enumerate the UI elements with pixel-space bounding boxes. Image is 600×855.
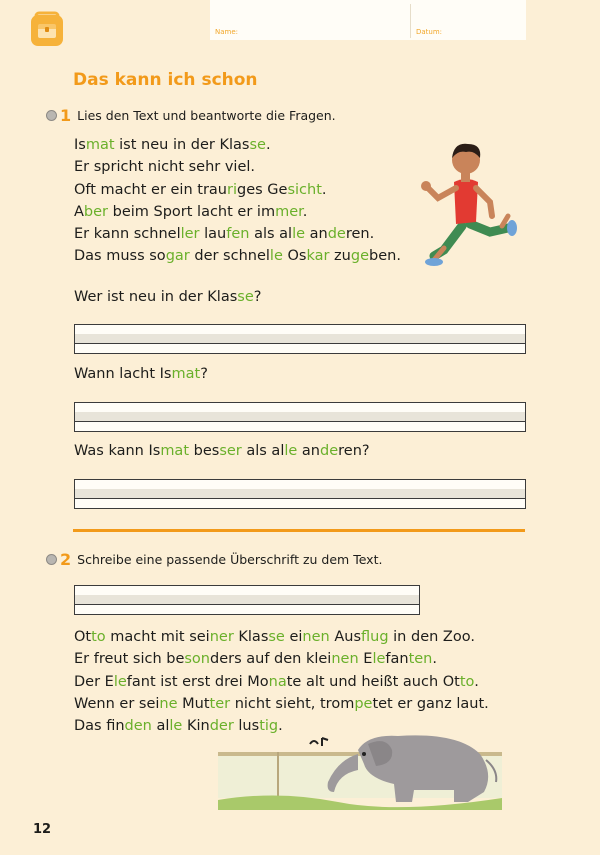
syllable-highlight: to bbox=[91, 629, 106, 645]
text-segment: nicht sieht, trom bbox=[230, 695, 355, 712]
syllable-highlight: na bbox=[268, 673, 287, 690]
task-1-reading-text bbox=[74, 134, 401, 268]
question-2 bbox=[74, 366, 208, 382]
text-segment: macht mit sei bbox=[105, 629, 210, 645]
text-segment: als al bbox=[249, 226, 293, 243]
text-segment: te alt und heißt auch Ot bbox=[286, 673, 460, 690]
running-boy-illustration bbox=[416, 138, 520, 270]
syllable-highlight: le bbox=[292, 226, 306, 243]
text-segment: fan bbox=[385, 651, 409, 668]
text-segment: ? bbox=[253, 289, 262, 305]
text-segment: Aus bbox=[329, 629, 362, 645]
text-segment: . bbox=[474, 673, 479, 690]
text-segment: Wann lacht Is bbox=[74, 366, 172, 382]
text-segment: der schnel bbox=[189, 248, 270, 265]
text-segment: Os bbox=[282, 248, 307, 265]
syllable-highlight: to bbox=[459, 673, 475, 690]
text-segment: . bbox=[265, 137, 271, 153]
syllable-highlight: se bbox=[237, 289, 254, 305]
text-line bbox=[74, 245, 401, 267]
syllable-highlight: pe bbox=[354, 695, 373, 712]
text-segment: . bbox=[278, 718, 283, 735]
baby-elephant-illustration bbox=[218, 730, 502, 810]
section-divider bbox=[73, 529, 525, 532]
text-segment: ei bbox=[284, 629, 303, 645]
text-segment: Mut bbox=[177, 695, 210, 712]
text-segment: E bbox=[358, 651, 373, 668]
text-segment: Das fin bbox=[74, 718, 125, 735]
syllable-highlight: ne bbox=[159, 695, 178, 712]
text-segment: lau bbox=[199, 226, 227, 243]
question-1 bbox=[74, 289, 261, 305]
text-segment: Klas bbox=[233, 629, 269, 645]
text-segment: bes bbox=[189, 443, 220, 459]
text-segment: Er spricht nicht sehr viel. bbox=[74, 159, 256, 176]
text-segment: Oft macht er ein trau bbox=[74, 181, 227, 198]
syllable-highlight: kar bbox=[306, 248, 330, 265]
text-segment: in den Zoo. bbox=[388, 629, 475, 645]
syllable-highlight: der bbox=[209, 718, 234, 735]
text-segment: Kin bbox=[182, 718, 210, 735]
syllable-highlight: ter bbox=[209, 695, 231, 712]
syllable-highlight: le bbox=[269, 248, 283, 265]
text-segment: ges Ge bbox=[237, 181, 288, 198]
text-line bbox=[74, 223, 401, 245]
task-1-number: 1 bbox=[60, 106, 72, 125]
syllable-highlight: ber bbox=[83, 203, 109, 220]
syllable-highlight: se bbox=[268, 629, 285, 645]
syllable-highlight: ge bbox=[350, 248, 369, 265]
text-line bbox=[74, 626, 489, 648]
text-line bbox=[74, 693, 489, 715]
syllable-highlight: le bbox=[113, 673, 127, 690]
question-3 bbox=[74, 443, 370, 459]
text-segment: ? bbox=[200, 366, 208, 382]
heading-answer-line[interactable] bbox=[74, 585, 420, 615]
name-date-header bbox=[210, 0, 526, 40]
text-segment: Wenn er sei bbox=[74, 695, 160, 712]
text-line bbox=[74, 156, 401, 178]
date-field-label: Datum: bbox=[416, 28, 443, 36]
text-segment: lus bbox=[233, 718, 260, 735]
text-segment: al bbox=[151, 718, 170, 735]
task-bullet-icon bbox=[46, 554, 57, 565]
task-2-number: 2 bbox=[60, 550, 72, 569]
text-segment: Er freut sich be bbox=[74, 651, 185, 668]
syllable-highlight: le bbox=[169, 718, 183, 735]
text-segment: . bbox=[432, 651, 437, 668]
text-segment: als al bbox=[241, 443, 285, 459]
school-bag-icon bbox=[28, 10, 66, 48]
syllable-highlight: ler bbox=[180, 226, 200, 243]
syllable-highlight: sicht bbox=[287, 181, 322, 198]
text-segment: ist neu in der Klas bbox=[114, 137, 250, 153]
syllable-highlight: mer bbox=[275, 203, 303, 220]
task-bullet-icon bbox=[46, 110, 57, 121]
syllable-highlight: se bbox=[249, 137, 266, 153]
syllable-highlight: son bbox=[184, 651, 210, 668]
syllable-highlight: gar bbox=[165, 248, 190, 265]
text-segment: . bbox=[321, 181, 327, 198]
task-2-header bbox=[46, 550, 382, 569]
syllable-highlight: den bbox=[124, 718, 152, 735]
syllable-highlight: flug bbox=[361, 629, 389, 645]
syllable-highlight: ser bbox=[219, 443, 242, 459]
text-segment: Der E bbox=[74, 673, 114, 690]
page-title: Das kann ich schon bbox=[73, 70, 258, 90]
text-segment: Er kann schnel bbox=[74, 226, 181, 243]
text-segment: ren. bbox=[345, 226, 375, 243]
answer-line-2[interactable] bbox=[74, 402, 526, 432]
text-segment: . bbox=[302, 203, 308, 220]
text-segment: A bbox=[74, 203, 84, 220]
text-line bbox=[74, 134, 401, 156]
text-line bbox=[74, 671, 489, 693]
text-segment: ders auf den klei bbox=[210, 651, 332, 668]
syllable-highlight: le bbox=[284, 443, 298, 459]
text-segment: Was kann Is bbox=[74, 443, 161, 459]
name-field-label: Name: bbox=[215, 28, 239, 36]
text-line bbox=[74, 179, 401, 201]
syllable-highlight: ner bbox=[209, 629, 234, 645]
page-number: 12 bbox=[33, 822, 52, 837]
task-2-reading-text bbox=[74, 626, 489, 737]
text-segment: an bbox=[305, 226, 328, 243]
syllable-highlight: nen bbox=[302, 629, 330, 645]
syllable-highlight: ri bbox=[227, 181, 237, 198]
text-line bbox=[74, 201, 401, 223]
answer-line-1[interactable] bbox=[74, 324, 526, 354]
text-segment: ren? bbox=[338, 443, 370, 459]
text-segment: zu bbox=[329, 248, 351, 265]
syllable-highlight: nen bbox=[331, 651, 359, 668]
text-segment: beim Sport lacht er im bbox=[108, 203, 276, 220]
text-segment: ben. bbox=[369, 248, 401, 265]
text-segment: tet er ganz laut. bbox=[372, 695, 489, 712]
text-line bbox=[74, 648, 489, 670]
text-segment: an bbox=[297, 443, 320, 459]
header-divider bbox=[410, 4, 411, 38]
task-2-instruction: Schreibe eine passende Überschrift zu dem Text. bbox=[77, 552, 383, 567]
answer-line-3[interactable] bbox=[74, 479, 526, 509]
syllable-highlight: mat bbox=[160, 443, 190, 459]
text-segment: fant ist erst drei Mo bbox=[126, 673, 269, 690]
syllable-highlight: le bbox=[372, 651, 386, 668]
text-segment: Is bbox=[74, 137, 86, 153]
syllable-highlight: de bbox=[320, 443, 339, 459]
text-segment: Wer ist neu in der Klas bbox=[74, 289, 238, 305]
syllable-highlight: ten bbox=[408, 651, 433, 668]
task-1-header bbox=[46, 106, 336, 125]
syllable-highlight: fen bbox=[226, 226, 250, 243]
syllable-highlight: mat bbox=[171, 366, 201, 382]
syllable-highlight: tig bbox=[259, 718, 279, 735]
syllable-highlight: de bbox=[327, 226, 346, 243]
text-segment: Das muss so bbox=[74, 248, 166, 265]
task-1-instruction: Lies den Text und beantworte die Fragen. bbox=[77, 108, 336, 123]
syllable-highlight: mat bbox=[85, 137, 115, 153]
text-segment: Ot bbox=[74, 629, 92, 645]
